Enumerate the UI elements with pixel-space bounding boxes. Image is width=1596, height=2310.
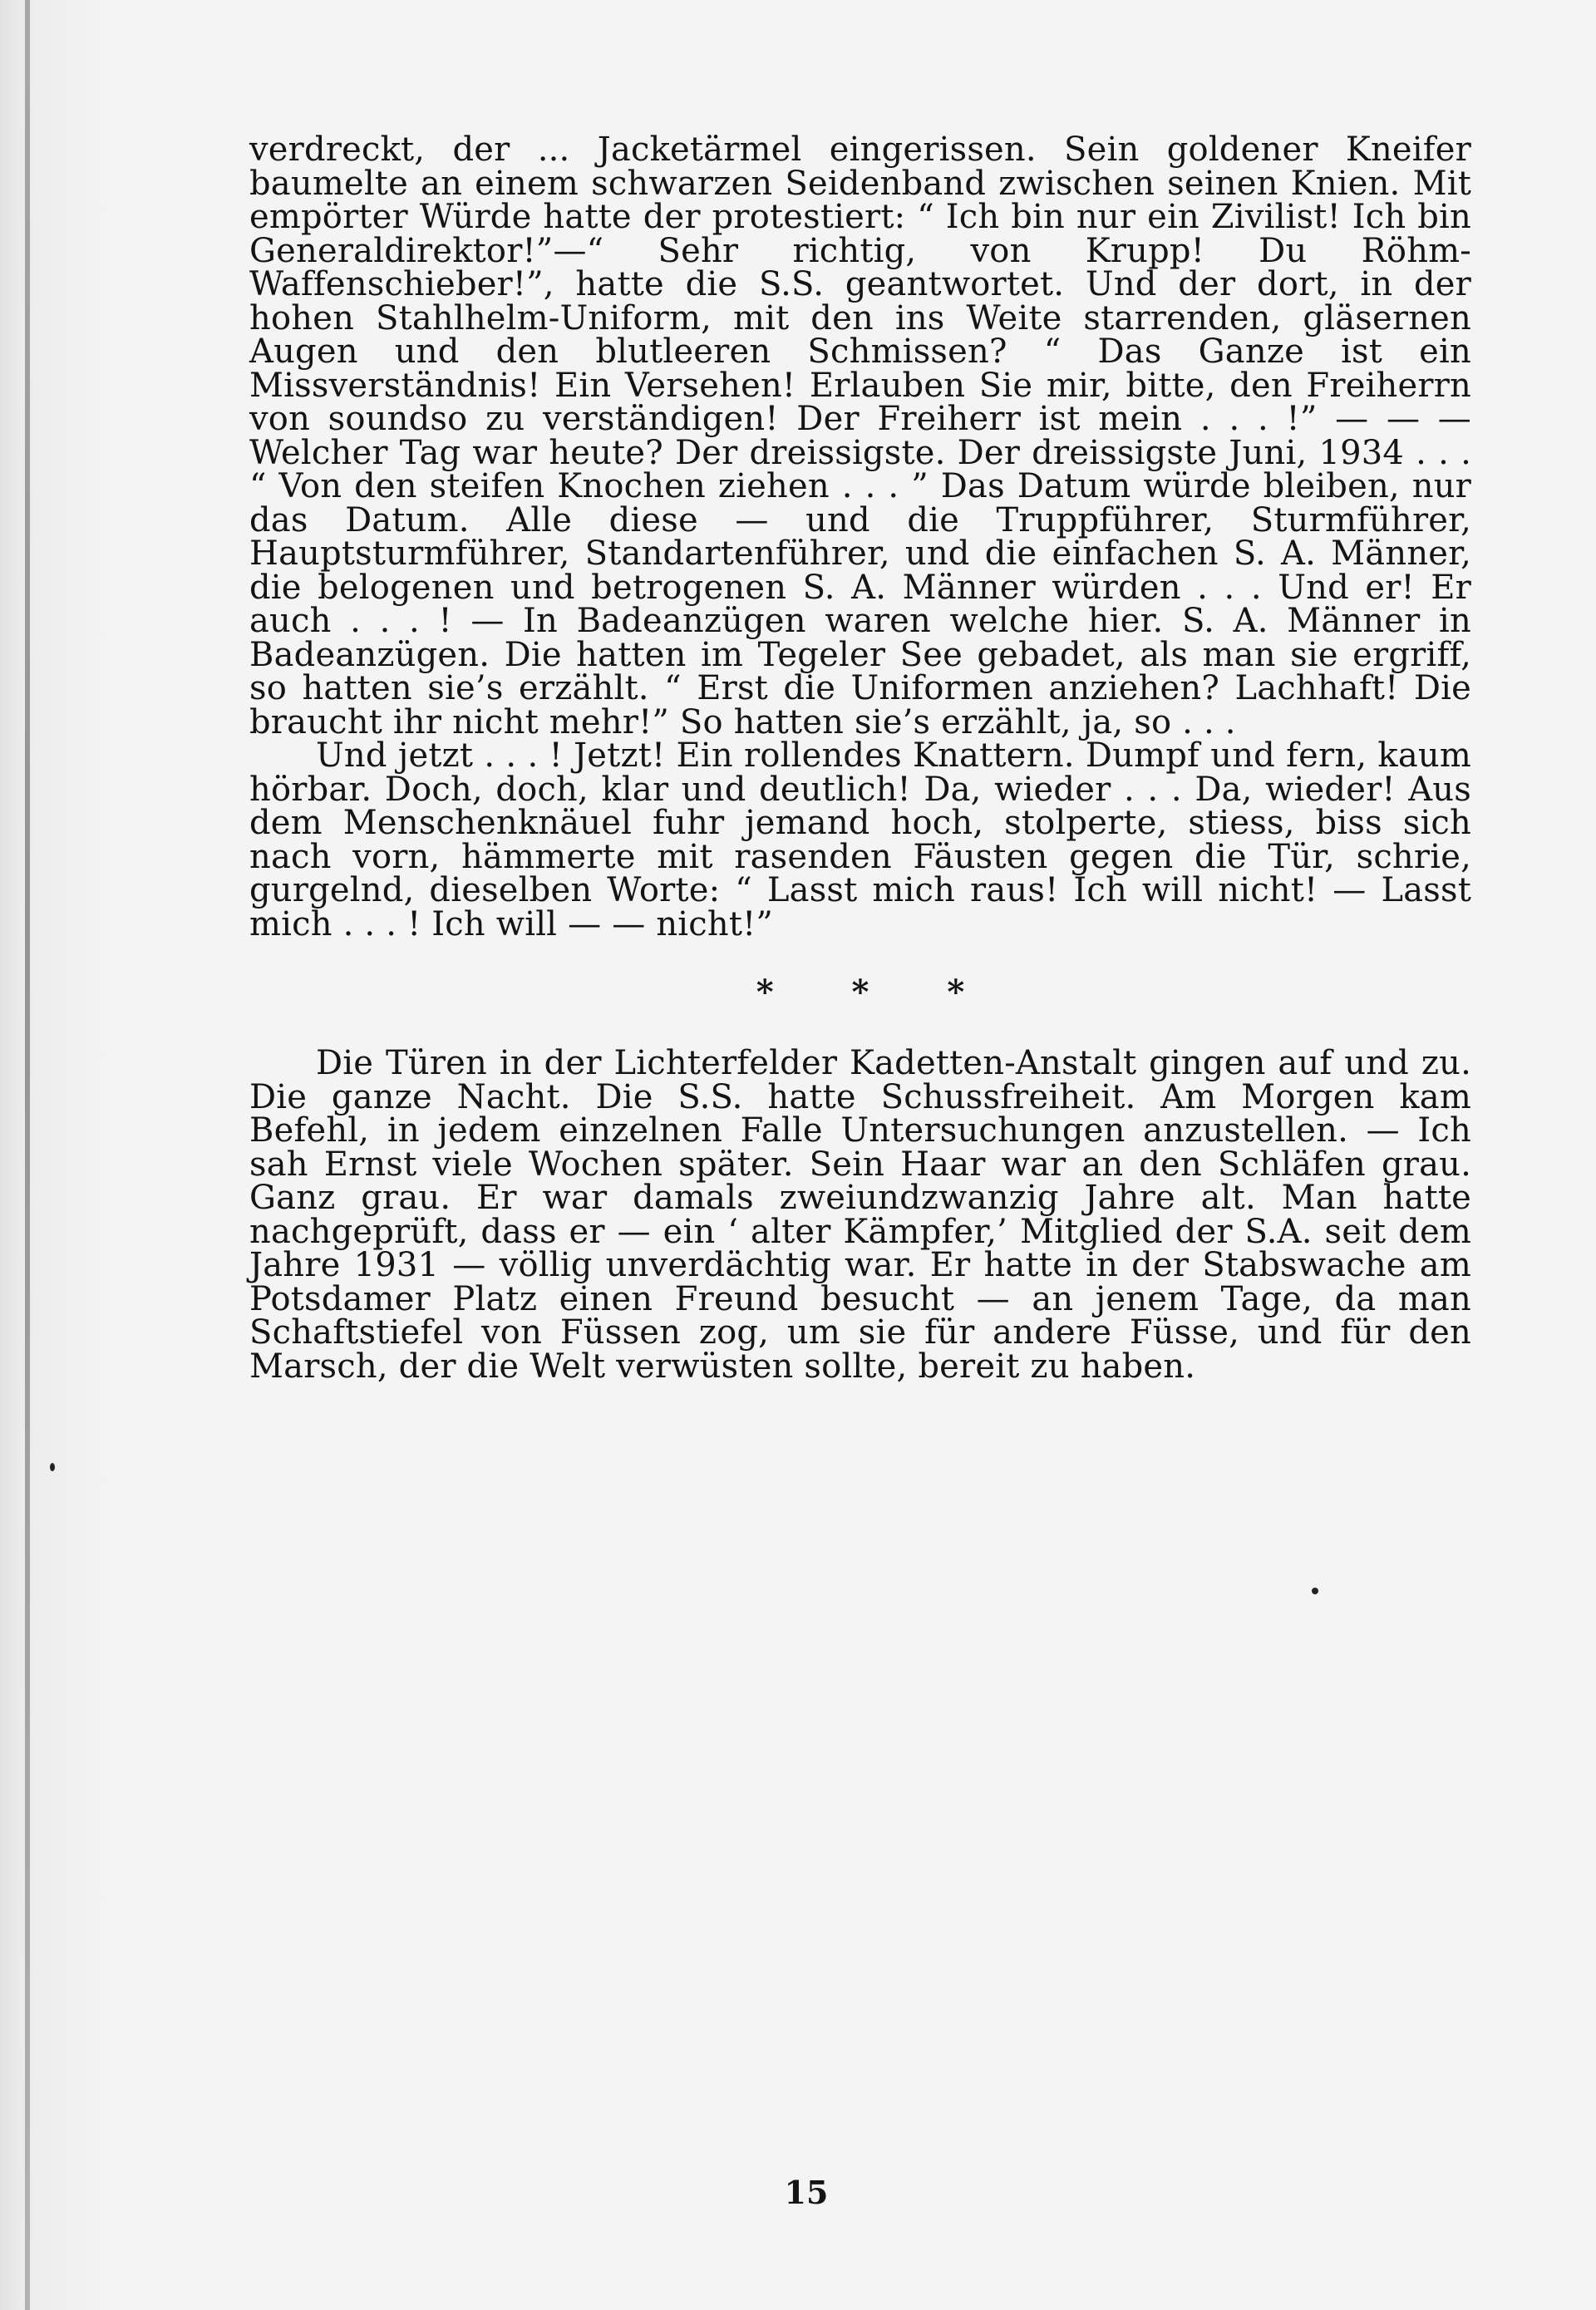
book-binding-edge [25, 0, 30, 2310]
ink-speck [50, 1463, 55, 1471]
book-page [249, 131, 1471, 1386]
section-separator: * * * [756, 973, 998, 1012]
paragraph-1: verdreckt, der ... Jacketärmel eingerissen. Sein goldener Kneifer baumelte an einem schwarzen Seidenband zwischen seinen Knien. Mit empörter Würde hatte der protestiert: “ Ich bin nur ein Zivilist! Ich bin Generaldirektor!”—“ Sehr richtig, von Krupp! Du Röhm-Waffenschieber!”, hatte die S.S. geantwortet. Und der dort, in der hohen Stahlhelm-Uniform, mit den ins Weite starrenden, gläsernen Augen und den blutleeren Schmissen? “ Das Ganze ist ein Missverständnis! Ein Versehen! Erlauben Sie mir, bitte, den Freiherrn von soundso zu verständigen! Der Freiherr ist mein . . . !” — — — Welcher Tag war heute? Der dreissigste. Der dreissigste Juni, 1934 . . . “ Von den steifen Knochen ziehen . . . ” Das Datum würde bleiben, nur das Datum. Alle diese — und die Truppführer, Sturmführer, Hauptsturmführer, Standartenführer, und die einfachen S. A. Männer, die belogenen und betrogenen S. A. Männer würden . . . Und er! Er auch . . . ! — In Badeanzügen waren welche hier. S. A. Männer in Badeanzügen. Die hatten im Tegeler See gebadet, als man sie ergriff, so hatten sie’s erzählt. “ Erst die Uniformen anziehen? Lachhaft! Die braucht ihr nicht mehr!” So hatten sie’s erzählt, ja, so . . . [249, 131, 1471, 741]
page-number: 15 [784, 2174, 829, 2211]
scan-margin-shadow [0, 0, 116, 2310]
paragraph-3: Die Türen in der Lichterfelder Kadetten-Anstalt gingen auf und zu. Die ganze Nacht. Die S.S. hatte Schussfreiheit. Am Morgen kam Befehl, in jedem einzelnen Falle Untersuchungen anzustellen. — Ich sah Ernst viele Wochen später. Sein Haar war an den Schläfen grau. Ganz grau. Er war damals zweiundzwanzig Jahre alt. Man hatte nachgeprüft, dass er — ein ‘ alter Kämpfer,’ Mitglied der S.A. seit dem Jahre 1931 — völlig unverdächtig war. Er hatte in der Stabswache am Potsdamer Platz einen Freund besucht — an jenem Tage, da man Schaftstiefel von Füssen zog, um sie für andere Füsse, und für den Marsch, der die Welt verwüsten sollte, bereit zu haben. [249, 1044, 1471, 1386]
ink-speck [1312, 1588, 1318, 1594]
paragraph-2: Und jetzt . . . ! Jetzt! Ein rollendes Knattern. Dumpf und fern, kaum hörbar. Doch, doch, klar und deutlich! Da, wieder . . . Da, wieder! Aus dem Menschenknäuel fuhr jemand hoch, stolperte, stiess, biss sich nach vorn, hämmerte mit rasenden Fäusten gegen die Tür, schrie, gurgelnd, dieselben Worte: “ Lasst mich raus! Ich will nicht! — Lasst mich . . . ! Ich will — — nicht!” [249, 736, 1471, 943]
